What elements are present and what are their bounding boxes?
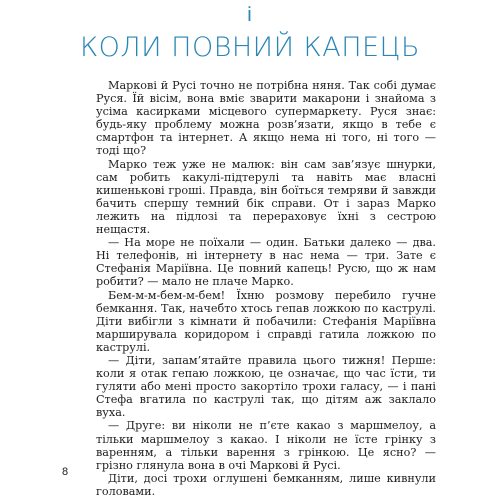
page-number: 8 [62,466,69,478]
chapter-title: КОЛИ ПОВНИЙ КАПЕЦЬ [79,32,421,63]
paragraph: Маркові й Русі точно не потрібна няня. Так собі думає Руся. Їй вісім, вона вміє зварити макарони і знайома з усіма касирками місцевого супермаркету. Руся знає: будь-яку проблему можна розв’язати, якщо в тебе є смартфон та інтернет. А якщо нема ні того, ні того — тоді що? [96,79,436,158]
paragraph: — На море не поїхали — один. Батьки далеко — два. Ні телефонів, ні інтернету в нас нема — три. Зате є Стефанія Маріївна. Це повний капець! Русю, що ж нам робити? — мало не плаче Марко. [96,236,436,289]
paragraph: Марко теж уже не малюк: він сам зав’язує шнурки, сам робить какулі-підтерулі та навіть має власні кишенькові гроші. Правда, він боїться темряви й завжди бачить спершу темний бік справи. От і зараз Марко лежить на підлозі та перераховує їхні з сестрою нещастя. [96,157,436,237]
body-text [96,79,436,498]
paragraph: Бем-м-м-бем-м-бем! Їхню розмову перебило гучне бемкання. Так, начебто хтось гепав ложкою по каструлі. Діти вибігли з кімнати й побачили: Стефанія Маріївна марширувала коридором і справді гатила ложкою по каструлі. [96,288,436,354]
chapter-number: і [247,4,253,26]
paragraph: — Друге: ви ніколи не п’єте какао з маршмелоу, а тільки маршмелоу з какао. І ніколи не їсте грінку з варенням, а тільки варення з грінкою. Це ясно? — грізно глянула вона в очі Маркові й Русі. [96,419,436,472]
paragraph: Діти, досі трохи оглушені бемканням, лише кивнули головами. [96,471,436,498]
paragraph: — Діти, запам’ятайте правила цього тижня! Перше: коли я отак гепаю ложкою, це означає, що час їсти, ти гуляти або мені просто закортіло трохи галасу, — і пані Стефа вгатила по каструлі так, що дітям аж заклало вуха. [96,353,436,420]
